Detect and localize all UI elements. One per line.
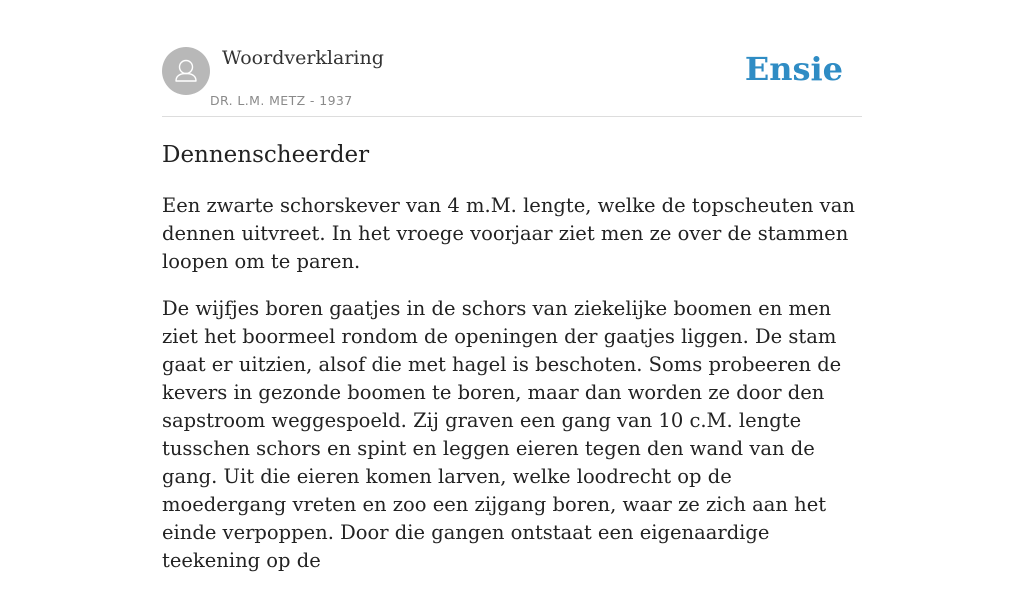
ensie-logo[interactable]: Ensie bbox=[744, 50, 843, 88]
source-attribution: DR. L.M. METZ - 1937 bbox=[210, 93, 353, 108]
paragraph: De wijfjes boren gaatjes in de schors van ziekelijke boomen en men ziet het boormeel rondom de openingen der gaatjes liggen. De stam gaat er uitzien, alsof die met hagel is beschoten. Soms probeeren de kevers in gezonde boomen te boren, maar dan worden ze door den sapstroom weggespoeld. Zij graven een gang van 10 c.M. lengte tusschen schors en spint en leggen eieren tegen den wand van de gang. Uit die eieren komen larven, welke loodrecht op de moedergang vreten en zoo een zijgang boren, waar ze zich aan het einde verpoppen. Door die gangen ontstaat een eigenaardige teekening op de bbox=[162, 297, 842, 572]
author-avatar bbox=[162, 47, 210, 95]
paragraph: Een zwarte schorskever van 4 m.M. lengte, welke de topscheuten van dennen uitvreet. In het vroege voorjaar ziet men ze over de stammen loopen om te paren. bbox=[162, 194, 855, 273]
user-silhouette-icon bbox=[162, 47, 210, 95]
page-header bbox=[162, 0, 862, 117]
category-link[interactable]: Woordverklaring bbox=[222, 47, 384, 69]
article-body bbox=[162, 192, 862, 594]
page-title: Dennenscheerder bbox=[162, 142, 370, 168]
